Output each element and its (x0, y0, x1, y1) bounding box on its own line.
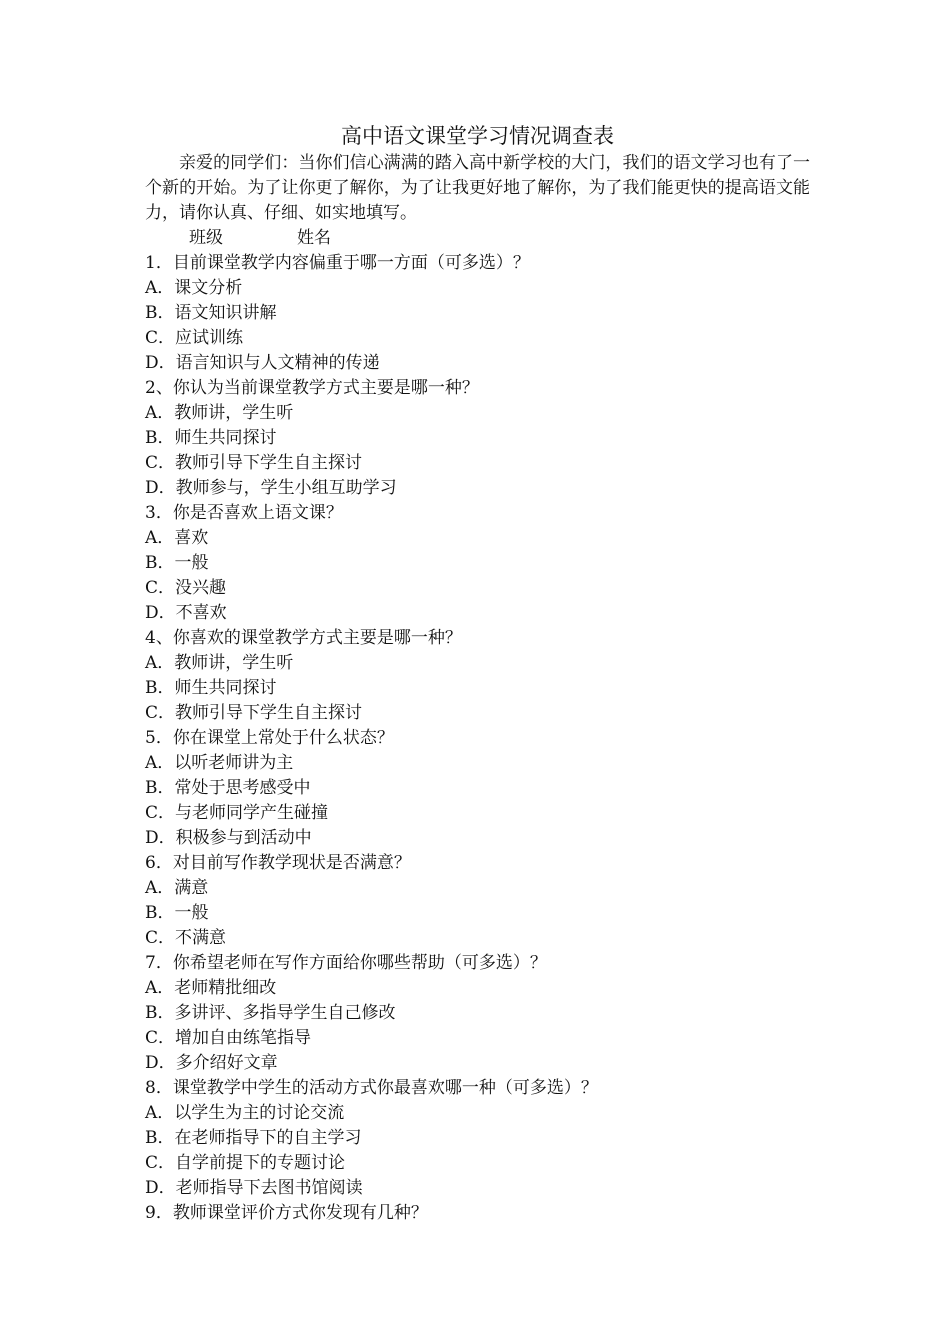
question-1: 1．目前课堂教学内容偏重于哪一方面（可多选）？ (145, 253, 530, 273)
name-label: 姓名 (297, 228, 331, 248)
question-2-option: D．教师参与，学生小组互助学习 (145, 478, 397, 498)
question-5-option: D．积极参与到活动中 (145, 828, 312, 848)
question-8-option: C．自学前提下的专题讨论 (145, 1153, 346, 1173)
question-5-option: B．常处于思考感受中 (145, 778, 311, 798)
survey-page (145, 121, 810, 1226)
question-4-option: B．师生共同探讨 (145, 678, 277, 698)
question-7-option: D．多介绍好文章 (145, 1053, 278, 1073)
question-8-option: D．老师指导下去图书馆阅读 (145, 1178, 363, 1198)
question-1-option: A．课文分析 (145, 278, 243, 298)
question-6-option: B．一般 (145, 903, 209, 923)
question-4: 4、你喜欢的课堂教学方式主要是哪一种？ (145, 628, 462, 648)
class-label: 班级 (189, 228, 223, 248)
question-7: 7．你希望老师在写作方面给你哪些帮助（可多选）？ (145, 953, 547, 973)
question-6: 6．对目前写作教学现状是否满意？ (145, 853, 411, 873)
class-name-row (145, 226, 810, 251)
page-title: 高中语文课堂学习情况调查表 (341, 124, 614, 148)
question-8: 8．课堂教学中学生的活动方式你最喜欢哪一种（可多选）？ (145, 1078, 598, 1098)
question-9: 9．教师课堂评价方式你发现有几种？ (145, 1203, 428, 1223)
question-8-option: A．以学生为主的讨论交流 (145, 1103, 345, 1123)
question-4-option: C．教师引导下学生自主探讨 (145, 703, 363, 723)
question-6-option: A．满意 (145, 878, 209, 898)
question-5-option: A．以听老师讲为主 (145, 753, 294, 773)
question-2-option: A．教师讲，学生听 (145, 403, 294, 423)
question-1-option: C．应试训练 (145, 328, 244, 348)
question-2-option: B．师生共同探讨 (145, 428, 277, 448)
question-7-option: B．多讲评、多指导学生自己修改 (145, 1003, 396, 1023)
question-7-option: A．老师精批细改 (145, 978, 277, 998)
question-5-option: C．与老师同学产生碰撞 (145, 803, 329, 823)
question-8-option: B．在老师指导下的自主学习 (145, 1128, 362, 1148)
question-3-option: A．喜欢 (145, 528, 209, 548)
question-3: 3．你是否喜欢上语文课？ (145, 503, 343, 523)
question-2: 2、你认为当前课堂教学方式主要是哪一种？ (145, 378, 479, 398)
question-4-option: A．教师讲，学生听 (145, 653, 294, 673)
question-1-option: B．语文知识讲解 (145, 303, 277, 323)
question-1-option: D．语言知识与人文精神的传递 (145, 353, 380, 373)
question-3-option: C．没兴趣 (145, 578, 227, 598)
question-7-option: C．增加自由练笔指导 (145, 1028, 312, 1048)
question-5: 5．你在课堂上常处于什么状态？ (145, 728, 394, 748)
question-3-option: D．不喜欢 (145, 603, 227, 623)
question-6-option: C．不满意 (145, 928, 227, 948)
intro-paragraph: 亲爱的同学们：当你们信心满满的踏入高中新学校的大门，我们的语文学习也有了一个新的开始。为了让你更了解你，为了让我更好地了解你，为了我们能更快的提高语文能力，请你认真、仔细、如实地填写。 (145, 153, 810, 223)
question-list (145, 251, 810, 1226)
question-2-option: C．教师引导下学生自主探讨 (145, 453, 363, 473)
question-3-option: B．一般 (145, 553, 209, 573)
